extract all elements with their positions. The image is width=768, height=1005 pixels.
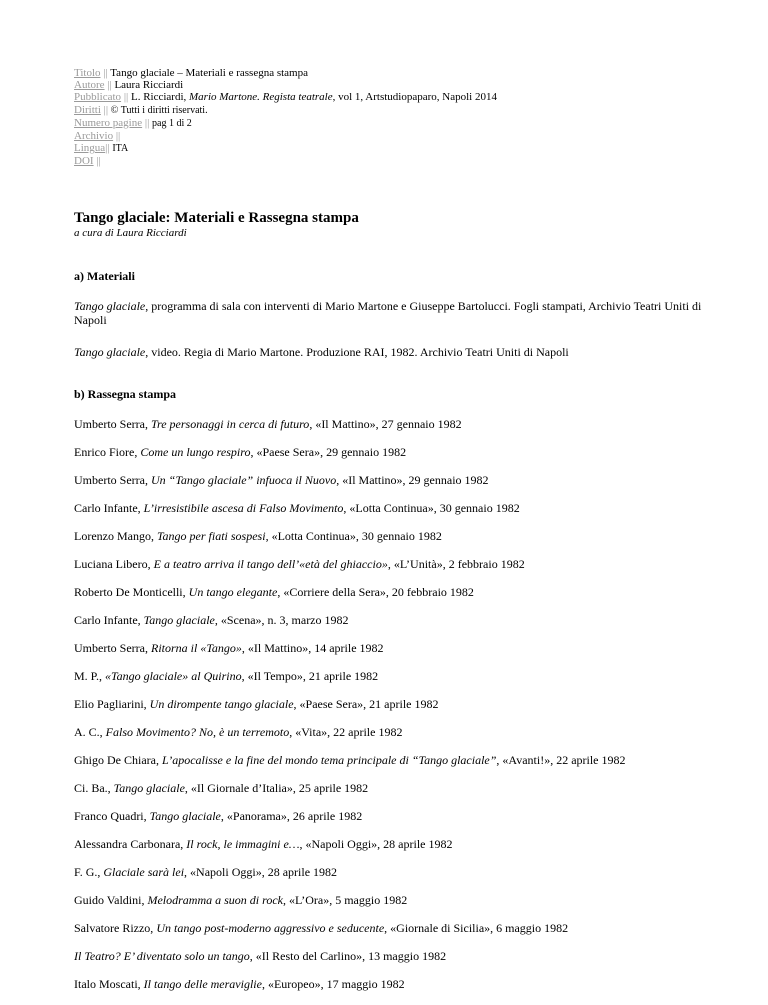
meta-row-rights [74,104,724,117]
press-title: Come un lungo respiro [140,444,251,459]
press-item [74,529,724,543]
press-title: Ritorna il «Tango» [150,640,242,655]
press-item [74,837,724,851]
press-item [74,501,724,515]
press-author: Guido Valdini, [74,892,148,907]
press-source: , «Paese Sera», 29 gennaio 1982 [250,444,407,459]
press-title: L’apocalisse e la fine del mondo tema principale di “Tango glaciale” [161,752,497,767]
meta-key-pages[interactable]: Numero pagine [74,116,143,129]
material-item [74,299,724,327]
press-item [74,697,724,711]
meta-key-title[interactable]: Titolo [74,67,101,79]
press-author: Alessandra Carbonara, [74,836,187,851]
press-source: , «Il Mattino», 14 aprile 1982 [241,640,384,655]
press-item [74,445,724,459]
curator-line: a cura di Laura Ricciardi [74,226,187,239]
press-item [74,949,724,963]
meta-key-rights[interactable]: Diritti [74,103,101,116]
press-source: , «L’Ora», 5 maggio 1982 [283,892,408,907]
press-title: Un tango elegante [188,584,278,599]
meta-row-title [74,67,724,79]
press-author: Umberto Serra, [74,640,151,655]
meta-key-published[interactable]: Pubblicato [74,91,122,104]
press-source: , «Avanti!», 22 aprile 1982 [496,752,626,767]
meta-separator: || [144,116,150,129]
meta-separator: || [107,79,112,92]
press-author: Umberto Serra, [74,472,151,487]
press-item [74,557,724,571]
press-title: Un dirompente tango glaciale [149,696,294,711]
press-item [74,473,724,487]
meta-separator: || [103,103,109,116]
press-author: Italo Moscati, [74,976,144,991]
document-heading: Tango glaciale: Materiali e Rassegna stampa [74,209,359,226]
press-author: M. P., [74,668,106,683]
meta-row-language [74,142,724,155]
press-author: Elio Pagliarini, [74,696,150,711]
press-item [74,669,724,683]
meta-key-language[interactable]: Lingua [74,142,106,155]
meta-row-archive [74,130,724,142]
meta-value-title: Tango glaciale – Materiali e rassegna stampa [110,67,308,79]
meta-separator: || [115,130,121,143]
press-title: Falso Movimento? No, è un terremoto [105,724,290,739]
material-details: , video. Regia di Mario Martone. Produzione RAI, 1982. Archivio Teatri Uniti di Napoli [145,344,569,359]
meta-value-author: Laura Ricciardi [114,79,184,92]
press-source: , «Il Giornale d’Italia», 25 aprile 1982 [184,780,369,795]
press-source: , «Scena», n. 3, marzo 1982 [214,612,349,627]
press-title: Tre personaggi in cerca di futuro [150,416,310,431]
material-title: Tango glaciale [74,344,146,359]
press-item [74,725,724,739]
press-author: Ghigo De Chiara, [74,752,162,767]
press-list [74,417,724,991]
press-author: Carlo Infante, [74,500,144,515]
press-source: , «Giornale di Sicilia», 6 maggio 1982 [384,920,569,935]
meta-value-published-book: Mario Martone. Regista teatrale [189,91,333,104]
press-author: Carlo Infante, [74,612,144,627]
press-title: Un tango post-moderno aggressivo e seducente [156,920,385,935]
press-item [74,641,724,655]
meta-key-author[interactable]: Autore [74,79,105,92]
document-page [74,67,724,1005]
press-title: Tango per fiati sospesi [156,528,266,543]
meta-separator: || [96,155,101,168]
press-source: , «L’Unità», 2 febbraio 1982 [387,556,525,571]
material-item [74,345,724,359]
press-item [74,613,724,627]
press-item [74,809,724,823]
meta-separator: || [103,67,108,79]
press-title: Melodramma a suon di rock [147,892,283,907]
press-title: Il Teatro? E’ diventato solo un tango [74,948,250,963]
press-item [74,977,724,991]
section-heading-press: b) Rassegna stampa [74,386,177,401]
press-title: L’irresistibile ascesa di Falso Movimento [143,500,344,515]
meta-row-doi [74,155,724,167]
press-author: Lorenzo Mango, [74,528,157,543]
press-title: E a teatro arriva il tango dell’«età del ghiaccio» [153,556,388,571]
press-title: Tango glaciale [149,808,221,823]
press-title: Il tango delle meraviglie [143,976,262,991]
meta-row-pages [74,117,724,130]
press-author: Umberto Serra, [74,416,151,431]
press-item [74,865,724,879]
press-title: Tango glaciale [143,612,215,627]
press-source: , «Europeo», 17 maggio 1982 [261,976,405,991]
meta-value-pages: pag 1 di 2 [152,117,192,129]
meta-value-rights: © Tutti i diritti riservati. [110,104,208,116]
press-author: Salvatore Rizzo, [74,920,157,935]
material-details: , programma di sala con interventi di Mario Martone e Giuseppe Bartolucci. Fogli stampati, Archivio Teatri Uniti di Napoli [74,298,702,327]
press-item [74,753,724,767]
press-author: A. C., [74,724,106,739]
meta-row-author [74,79,724,91]
press-item [74,921,724,935]
press-item [74,893,724,907]
press-source: , «Il Resto del Carlino», 13 maggio 1982 [249,948,447,963]
meta-value-language: ITA [112,143,129,155]
press-author: Luciana Libero, [74,556,154,571]
press-source: , «Paese Sera», 21 aprile 1982 [293,696,439,711]
metadata-block [74,67,724,168]
press-title: «Tango glaciale» al Quirino [105,668,242,683]
section-heading-materials: a) Materiali [74,268,135,283]
press-author: F. G., [74,864,104,879]
press-source: , «Vita», 22 aprile 1982 [289,724,403,739]
meta-key-archive[interactable]: Archivio [74,130,114,143]
meta-separator: || [105,142,110,155]
press-source: , «Lotta Continua», 30 gennaio 1982 [343,500,520,515]
material-title: Tango glaciale [74,298,146,313]
press-title: Un “Tango glaciale” infuoca il Nuovo [150,472,337,487]
press-source: , «Il Tempo», 21 aprile 1982 [241,668,379,683]
press-item [74,781,724,795]
press-source: , «Lotta Continua», 30 gennaio 1982 [265,528,442,543]
meta-value-published-suffix: , vol 1, Artstudiopaparo, Napoli 2014 [332,91,497,104]
meta-separator: || [123,91,129,104]
press-author: Enrico Fiore, [74,444,141,459]
press-item [74,585,724,599]
press-author: Roberto De Monticelli, [74,584,189,599]
press-item [74,417,724,431]
meta-row-published [74,91,724,103]
press-source: , «Il Mattino», 29 gennaio 1982 [336,472,489,487]
press-source: , «Napoli Oggi», 28 aprile 1982 [184,864,338,879]
press-title: Il rock, le immagini e… [186,836,300,851]
press-source: , «Il Mattino», 27 gennaio 1982 [309,416,462,431]
press-source: , «Panorama», 26 aprile 1982 [220,808,363,823]
press-source: , «Napoli Oggi», 28 aprile 1982 [299,836,453,851]
press-title: Tango glaciale [113,780,185,795]
meta-key-doi[interactable]: DOI [74,155,94,168]
meta-value-published-prefix: L. Ricciardi, [130,91,190,104]
press-title: Glaciale sarà lei [103,864,185,879]
press-author: Franco Quadri, [74,808,150,823]
press-author: Ci. Ba., [74,780,114,795]
press-source: , «Corriere della Sera», 20 febbraio 1982 [277,584,474,599]
